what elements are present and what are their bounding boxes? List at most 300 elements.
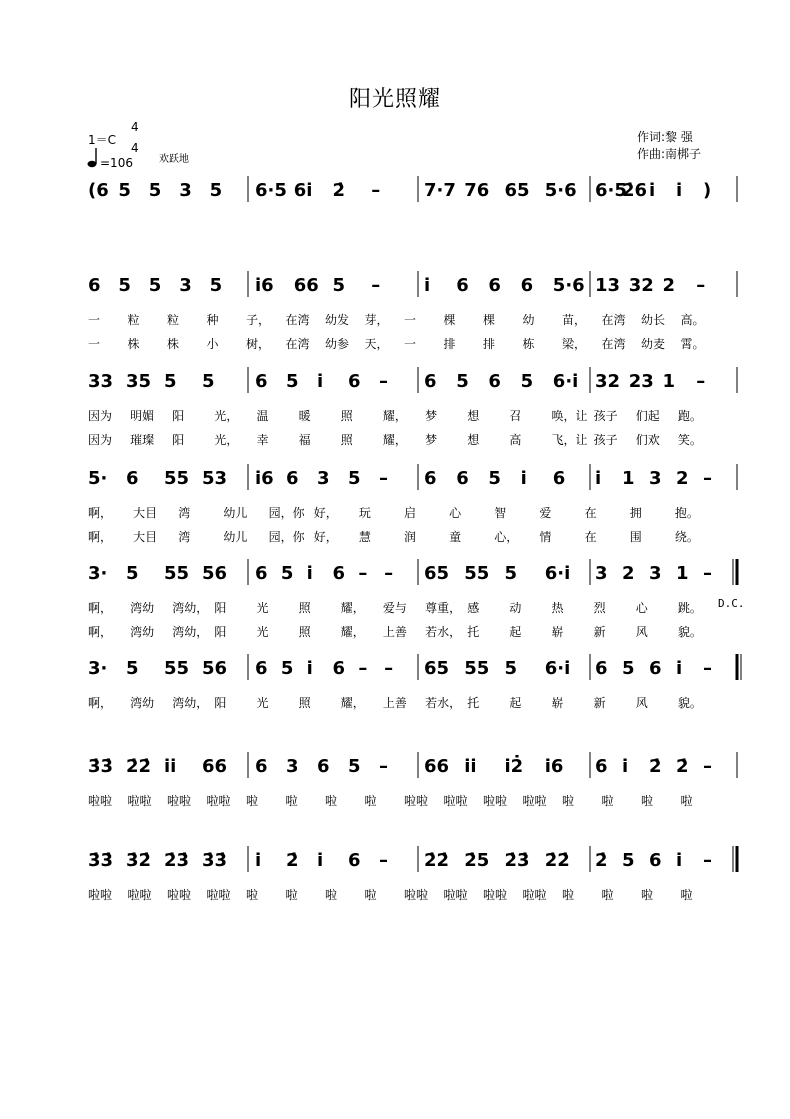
note-group: i2̇ <box>504 756 524 777</box>
lyric-syllable: 唤，让 <box>551 409 588 423</box>
note-group: – <box>696 371 706 392</box>
lyric-syllable: 棵 <box>443 313 456 327</box>
lyric-syllable: 啦啦 <box>522 888 547 902</box>
lyric-syllable: 啦 <box>641 794 654 808</box>
lyric-syllable: 想 <box>467 433 480 447</box>
lyric-syllable: 一 <box>88 337 101 351</box>
lyric-syllable: 光 <box>256 601 269 615</box>
lyric-syllable: 霄。 <box>680 337 705 351</box>
note-group: 55 <box>464 563 490 584</box>
lyric-syllable: 启 <box>404 506 417 520</box>
lyric-syllable: 树， <box>246 337 271 351</box>
note-group: 55 <box>164 468 190 489</box>
note-group: 3 <box>286 756 299 777</box>
note-group: 5·6 <box>544 180 577 201</box>
lyric-syllable: 大目 <box>133 530 158 544</box>
note-group: 66 <box>424 756 450 777</box>
lyric-syllable: 阳 <box>172 433 185 447</box>
lyric-syllable: 孩子 <box>593 409 618 423</box>
lyric-syllable: 幸 <box>256 433 269 447</box>
lyric-syllable: 耀， <box>340 696 365 710</box>
note-group: 66 <box>293 275 319 296</box>
note-group: 5 <box>622 850 635 871</box>
lyric-syllable: 一 <box>88 313 101 327</box>
lyric-syllable: 啊， <box>88 696 113 710</box>
lyric-syllable: 湾幼 <box>130 625 155 639</box>
lyric-syllable: 啦 <box>325 888 338 902</box>
lyric-syllable: 阳 <box>214 696 227 710</box>
lyric-syllable: 光， <box>214 433 239 447</box>
lyric-syllable: 排 <box>483 337 496 351</box>
note-group: 5 <box>456 371 469 392</box>
lyric-syllable: 梦 <box>425 409 438 423</box>
lyric-syllable: 拥 <box>629 506 642 520</box>
note-group: – <box>703 756 712 777</box>
lyric-syllable: 幼儿 <box>223 506 248 520</box>
lyric-syllable: 梁， <box>562 337 587 351</box>
note-group: 5 <box>202 371 215 392</box>
note-group: 32 <box>628 275 654 296</box>
lyric-syllable: 啦啦 <box>167 888 192 902</box>
lyric-syllable: 情 <box>539 530 552 544</box>
note-group: 6 <box>456 275 469 296</box>
note-group: 6 <box>520 275 534 296</box>
lyric-syllable: 啦啦 <box>127 794 152 808</box>
lyric-syllable: 湾 <box>178 530 191 544</box>
note-group: 2̇ <box>286 850 299 871</box>
lyric-syllable: 心， <box>494 530 519 544</box>
lyric-syllable: 跑。 <box>677 409 702 423</box>
note-group: 2 <box>622 563 635 584</box>
note-group: 5·6 <box>552 275 585 296</box>
lyric-syllable: 召 <box>509 409 522 423</box>
note-group: 3 <box>317 468 330 489</box>
key-signature: 1＝C <box>88 133 117 147</box>
lyric-syllable: 因为 <box>88 409 113 423</box>
note-group: 6 <box>332 563 346 584</box>
lyric-syllable: 园，你 <box>268 506 305 520</box>
lyric-syllable: 温 <box>256 409 269 423</box>
note-group: 6 <box>595 658 608 679</box>
lyric-syllable: 株 <box>167 337 180 351</box>
lyric-syllable: 啦 <box>641 888 654 902</box>
lyric-syllable: 啦 <box>680 794 693 808</box>
lyric-syllable: 啦啦 <box>483 794 508 808</box>
note-group: 6 <box>348 371 361 392</box>
note-group: 2 <box>676 468 689 489</box>
note-group: 6·i <box>552 371 579 392</box>
note-group: (6 <box>88 180 109 201</box>
lyric-syllable: 崭 <box>551 696 564 710</box>
note-group: 5 <box>520 371 534 392</box>
tempo-marking: =106 <box>100 156 133 170</box>
note-group: 6·5 <box>255 180 287 201</box>
note-group: 5 <box>622 658 635 679</box>
note-group: 6 <box>255 563 268 584</box>
note-group: 66 <box>202 756 228 777</box>
lyric-syllable: 抱。 <box>674 506 699 520</box>
note-group: – <box>379 468 388 489</box>
note-group: 6 <box>488 371 501 392</box>
lyric-syllable: 貌。 <box>677 696 702 710</box>
lyric-syllable: 栋 <box>522 337 535 351</box>
lyricist-credit: 作词:黎 强 <box>637 130 693 144</box>
note-group: 13 <box>595 275 621 296</box>
lyric-syllable: 幼麦 <box>641 337 666 351</box>
note-group: 3 <box>595 563 608 584</box>
note-group: 6 <box>332 658 346 679</box>
lyric-syllable: 梦 <box>425 433 438 447</box>
note-group: 5· <box>88 468 108 489</box>
note-group: i <box>622 756 629 777</box>
lyric-syllable: 好， <box>313 530 338 544</box>
lyric-syllable: 光， <box>214 409 239 423</box>
note-group: 2̇ <box>595 850 608 871</box>
note-group: 6 <box>88 275 101 296</box>
note-group: – <box>379 756 388 777</box>
note-group: 2̇3̇ <box>164 850 190 871</box>
note-group: 3· <box>88 563 108 584</box>
note-group: – <box>379 371 388 392</box>
lyric-syllable: 崭 <box>551 625 564 639</box>
lyric-syllable: 高。 <box>680 313 705 327</box>
note-group: 5 <box>118 275 131 296</box>
note-group: i <box>255 850 262 871</box>
lyric-syllable: 起 <box>509 696 522 710</box>
note-group: – <box>703 563 712 584</box>
note-group: 6 <box>424 468 437 489</box>
note-group: – <box>379 850 388 871</box>
song-title: 阳光照耀 <box>348 87 441 112</box>
note-group: i <box>306 658 313 679</box>
lyric-syllable: 心 <box>635 601 648 615</box>
lyric-syllable: 烈 <box>593 601 606 615</box>
note-group: – <box>696 275 706 296</box>
note-group: 5 <box>348 468 361 489</box>
note-group: 5 <box>164 371 177 392</box>
lyric-syllable: 光 <box>256 625 269 639</box>
note-group: 2̇3̇ <box>504 850 530 871</box>
note-group: 56 <box>202 658 228 679</box>
lyric-syllable: 耀， <box>382 433 407 447</box>
lyric-syllable: 啦 <box>562 794 575 808</box>
lyric-syllable: 照 <box>298 625 311 639</box>
note-group: 23 <box>628 371 654 392</box>
note-group: 56 <box>202 563 228 584</box>
lyric-syllable: 童 <box>449 530 462 544</box>
lyric-syllable: 托 <box>467 625 480 639</box>
note-group: 2̇ <box>332 180 346 201</box>
lyric-syllable: 啦啦 <box>127 888 152 902</box>
lyric-syllable: 围 <box>629 530 642 544</box>
lyric-syllable: 啦啦 <box>404 794 429 808</box>
lyric-syllable: 感 <box>467 601 480 615</box>
note-group: – <box>703 468 712 489</box>
note-group: 3 <box>179 275 192 296</box>
lyric-syllable: 苗， <box>562 313 587 327</box>
note-group: ii <box>464 756 477 777</box>
note-group: i6 <box>255 468 274 489</box>
lyric-syllable: 啦 <box>246 794 259 808</box>
note-group: 3· <box>88 658 108 679</box>
lyric-syllable: 啦 <box>246 888 259 902</box>
note-group: 53 <box>202 468 228 489</box>
lyric-syllable: 子， <box>246 313 271 327</box>
note-group: 5 <box>126 563 139 584</box>
lyric-syllable: 湾幼 <box>130 601 155 615</box>
lyric-syllable: 上善 <box>382 625 407 639</box>
note-group: 5 <box>148 275 162 296</box>
lyric-syllable: 热 <box>551 601 564 615</box>
note-group: 6 <box>286 468 299 489</box>
lyric-syllable: 湾幼 <box>130 696 155 710</box>
note-group: 55 <box>164 563 190 584</box>
note-group: 6 <box>126 468 139 489</box>
lyric-syllable: 照 <box>298 601 311 615</box>
lyric-syllable: 棵 <box>483 313 496 327</box>
note-group: 6 <box>317 756 330 777</box>
note-group: i <box>317 850 324 871</box>
lyric-syllable: 耀， <box>382 409 407 423</box>
note-group: 3̇3̇ <box>88 756 114 777</box>
note-group: i <box>676 180 683 201</box>
note-group: 6 <box>255 756 268 777</box>
note-group: 6·5 <box>595 180 627 201</box>
note-group: i <box>595 468 602 489</box>
note-group: 6·i <box>544 658 571 679</box>
lyric-syllable: 绕。 <box>674 530 699 544</box>
lyric-syllable: 在湾 <box>601 313 626 327</box>
lyric-syllable: 若水， <box>425 696 462 710</box>
note-group: 5 <box>504 563 518 584</box>
lyric-syllable: 因为 <box>88 433 113 447</box>
lyric-syllable: 暖 <box>298 409 311 423</box>
lyric-syllable: 上善 <box>382 696 407 710</box>
lyric-syllable: 阳 <box>172 409 185 423</box>
lyric-syllable: 爱 <box>539 506 552 520</box>
lyric-syllable: 啦啦 <box>443 888 468 902</box>
note-group: i <box>520 468 527 489</box>
note-group: 5 <box>280 563 294 584</box>
lyric-syllable: 在 <box>584 530 597 544</box>
lyric-syllable: 啊， <box>88 530 113 544</box>
note-group: 1 <box>622 468 635 489</box>
note-group: 5 <box>504 658 518 679</box>
note-group: – <box>371 275 381 296</box>
note-group: i6 <box>255 275 274 296</box>
lyric-syllable: 啦啦 <box>404 888 429 902</box>
lyric-syllable: 啦啦 <box>88 794 113 808</box>
lyric-syllable: 明媚 <box>130 409 155 423</box>
note-group: – <box>371 180 381 201</box>
lyric-syllable: 湾幼， <box>172 625 209 639</box>
note-group: – <box>703 850 712 871</box>
note-group: 76 <box>464 180 490 201</box>
lyric-syllable: 照 <box>340 433 353 447</box>
note-group: 6 <box>649 658 662 679</box>
lyric-syllable: 新 <box>593 625 606 639</box>
lyric-syllable: 啦啦 <box>167 794 192 808</box>
lyric-syllable: 阳 <box>214 601 227 615</box>
lyric-syllable: 幼儿 <box>223 530 248 544</box>
lyric-syllable: 一 <box>404 337 417 351</box>
lyric-syllable: 啊， <box>88 506 113 520</box>
note-group: ii <box>164 756 177 777</box>
note-group: i <box>317 371 324 392</box>
note-group: 5 <box>488 468 501 489</box>
lyric-syllable: 幼 <box>522 313 535 327</box>
note-group: 3 <box>649 563 662 584</box>
lyric-syllable: 在 <box>584 506 597 520</box>
note-group: 3̇2̇ <box>126 850 152 871</box>
note-group: 6 <box>488 275 501 296</box>
note-group: 3 <box>649 468 662 489</box>
note-group: 65 <box>424 563 450 584</box>
lyric-syllable: 啦啦 <box>88 888 113 902</box>
note-group: ) <box>703 180 712 201</box>
lyric-syllable: 新 <box>593 696 606 710</box>
lyric-syllable: 爱与 <box>382 601 407 615</box>
lyric-syllable: 天， <box>364 337 389 351</box>
note-group: 2̇2̇ <box>424 850 450 871</box>
lyric-syllable: 慧 <box>358 530 371 544</box>
lyric-syllable: 风 <box>635 696 648 710</box>
note-group: 5 <box>148 180 162 201</box>
note-group: 2̇6 <box>622 180 648 201</box>
note-group: 2̇2̇ <box>544 850 570 871</box>
lyric-syllable: 啦 <box>601 794 614 808</box>
note-group: – <box>703 658 712 679</box>
lyric-syllable: 幼长 <box>641 313 666 327</box>
lyric-syllable: 跳。 <box>677 601 702 615</box>
lyric-syllable: 啦 <box>285 888 298 902</box>
lyric-syllable: 啦啦 <box>443 794 468 808</box>
lyric-syllable: 璀璨 <box>130 433 155 447</box>
note-group: 5 <box>209 180 223 201</box>
lyric-syllable: 玩 <box>358 506 371 520</box>
note-group: 35 <box>126 371 152 392</box>
lyric-syllable: 园，你 <box>268 530 305 544</box>
note-group: – <box>384 563 394 584</box>
note-group: 6 <box>649 850 662 871</box>
lyric-syllable: 光 <box>256 696 269 710</box>
note-group: 6·i <box>544 563 571 584</box>
lyric-syllable: 种 <box>206 313 219 327</box>
lyric-syllable: 啦啦 <box>206 794 231 808</box>
da-capo-marking: D.C. <box>718 597 745 610</box>
time-signature-bottom: 4 <box>131 141 139 155</box>
lyric-syllable: 幼参 <box>325 337 350 351</box>
note-group: i <box>649 180 656 201</box>
note-group: 6 <box>424 371 437 392</box>
note-group: i <box>306 563 313 584</box>
note-group: 6 <box>552 468 566 489</box>
lyric-syllable: 润 <box>404 530 417 544</box>
lyric-syllable: 高 <box>509 433 522 447</box>
note-group: 65 <box>504 180 530 201</box>
lyric-syllable: 湾幼， <box>172 601 209 615</box>
note-group: 1 <box>662 371 676 392</box>
note-group: 33 <box>88 371 114 392</box>
note-group: 5 <box>332 275 346 296</box>
lyric-syllable: 粒 <box>167 313 180 327</box>
lyric-syllable: 啦 <box>364 794 377 808</box>
lyric-syllable: 托 <box>467 696 480 710</box>
time-signature-top: 4 <box>131 120 139 134</box>
lyric-syllable: 心 <box>449 506 462 520</box>
note-group: i <box>424 275 431 296</box>
lyric-syllable: 粒 <box>127 313 140 327</box>
lyric-syllable: 起 <box>509 625 522 639</box>
note-group: 7·7 <box>424 180 456 201</box>
note-group: 65 <box>424 658 450 679</box>
lyric-syllable: 啊， <box>88 601 113 615</box>
note-group: 2̇2̇ <box>126 756 152 777</box>
lyric-syllable: 在湾 <box>285 313 310 327</box>
lyric-syllable: 小 <box>206 337 219 351</box>
note-group: 5 <box>126 658 139 679</box>
lyric-syllable: 耀， <box>340 601 365 615</box>
lyric-syllable: 耀， <box>340 625 365 639</box>
note-group: 1 <box>676 563 689 584</box>
lyric-syllable: 啦 <box>562 888 575 902</box>
lyric-syllable: 笑。 <box>677 433 702 447</box>
lyric-syllable: 尊重， <box>425 601 462 615</box>
lyric-syllable: 智 <box>494 506 507 520</box>
lyric-syllable: 啦 <box>364 888 377 902</box>
lyric-syllable: 们欢 <box>635 433 660 447</box>
lyric-syllable: 啦 <box>601 888 614 902</box>
lyric-syllable: 风 <box>635 625 648 639</box>
lyric-syllable: 啦 <box>680 888 693 902</box>
lyric-syllable: 在湾 <box>601 337 626 351</box>
lyric-syllable: 飞，让 <box>551 433 588 447</box>
note-group: 6 <box>348 850 361 871</box>
note-group: – <box>384 658 394 679</box>
lyric-syllable: 排 <box>443 337 456 351</box>
lyric-syllable: 株 <box>127 337 140 351</box>
note-group: 6 <box>255 371 268 392</box>
lyric-syllable: 幼发 <box>325 313 350 327</box>
lyric-syllable: 啦啦 <box>206 888 231 902</box>
note-group: i <box>676 658 683 679</box>
note-group: 5 <box>286 371 299 392</box>
note-group: 2 <box>662 275 676 296</box>
note-group: i <box>676 850 683 871</box>
note-group: 55 <box>164 658 190 679</box>
lyric-syllable: 好， <box>313 506 338 520</box>
lyric-syllable: 啊， <box>88 625 113 639</box>
note-group: 5 <box>348 756 361 777</box>
note-group: 5 <box>118 180 131 201</box>
note-group: 55 <box>464 658 490 679</box>
lyric-syllable: 啦 <box>325 794 338 808</box>
lyric-syllable: 动 <box>509 601 522 615</box>
lyric-syllable: 啦啦 <box>483 888 508 902</box>
note-group: 6 <box>595 756 608 777</box>
lyric-syllable: 啦啦 <box>522 794 547 808</box>
note-group: 2̇ <box>649 756 662 777</box>
lyric-syllable: 福 <box>298 433 311 447</box>
lyric-syllable: 想 <box>467 409 480 423</box>
note-group: 2̇5 <box>464 850 490 871</box>
lyric-syllable: 若水， <box>425 625 462 639</box>
lyric-syllable: 芽， <box>364 313 389 327</box>
note-group: 3̇3̇ <box>202 850 228 871</box>
note-group: 6i <box>293 180 313 201</box>
lyric-syllable: 们起 <box>635 409 660 423</box>
note-group: 2̇ <box>676 756 689 777</box>
